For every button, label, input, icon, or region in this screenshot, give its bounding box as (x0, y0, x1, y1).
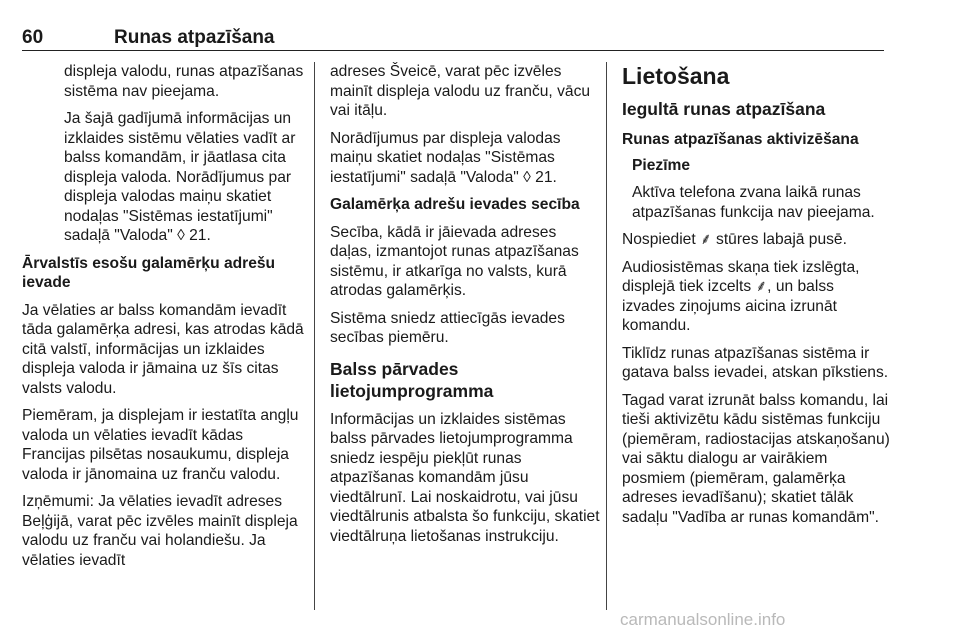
paragraph: Ja vēlaties ar balss komandām ievadīt tāda galamērķa adresi, kas atrodas kādā citā valstī, informācijas un izklaides displeja valoda ir jāmaina uz šīs citas valsts valodu. (22, 301, 304, 397)
watermark: carmanualsonline.info (620, 610, 786, 629)
page-title: Runas atpazīšana (114, 27, 275, 48)
section-heading: Ārvalstīs esošu galamērķu adrešu ievade (22, 254, 276, 291)
note-text: Aktīva telefona zvana laikā runas atpazīšanas funkcija nav pieejama. (632, 184, 875, 221)
note-box (622, 156, 890, 223)
paragraph: Nospiediet ⸙ stūres labajā pusē. (622, 231, 847, 248)
note-title: Piezīme (632, 156, 691, 174)
subsection-heading: Runas atpazīšanas aktivizēšana (622, 131, 859, 148)
column-2 (330, 62, 600, 554)
paragraph: Tiklīdz runas atpazīšanas sistēma ir gatava balss ievadei, atskan pīkstiens. (622, 344, 889, 381)
paragraph: Tagad varat izrunāt balss komandu, lai tieši aktivizētu kādu sistēmas funkciju (piemēram, radiostacijas atskaņošanu) vai sāktu dialogu ar vairākiem posmiem (piemēram, galamērķa adreses ievadīšanu); skatiet tālāk sadaļu "Vadība ar runas komandām". (622, 391, 890, 526)
paragraph: displeja valodu, runas atpazīšanas sistēma nav pieejama. (64, 63, 304, 100)
page-number: 60 (22, 27, 44, 48)
paragraph: Norādījumus par displeja valodas maiņu skatiet nodaļas "Sistēmas iestatījumi" sadaļā "Valoda" ◊ 21. (330, 129, 561, 186)
paragraph: Audiosistēmas skaņa tiek izslēgta, displejā tiek izcelts ⸙, un balss izvades ziņojums aicina izrunāt komandu. (622, 258, 860, 334)
paragraph: Secība, kādā ir jāievada adreses daļas, izmantojot runas atpazīšanas sistēmu, ir atkarīga no valsts, kurā atrodas galamērķis. (330, 223, 579, 299)
column-1 (22, 62, 306, 578)
column-3 (622, 62, 890, 535)
page-header (0, 0, 960, 48)
paragraph: Piemēram, ja displejam ir iestatīta angļu valoda un vēlaties ievadīt kādas Francijas pilsētas nosaukumu, displeja valoda ir jānomaina uz franču valodu. (22, 407, 299, 483)
section-heading: Iegultā runas atpazīšana (622, 99, 826, 119)
chapter-heading: Lietošana (622, 63, 730, 89)
paragraph: Ja šajā gadījumā informācijas un izklaides sistēmu vēlaties vadīt ar balss komandām, ir jāatlasa cita displeja valoda. Norādījumus par displeja valodas maiņu skatiet nodaļas "Sistēmas iestatījumi" sadaļā "Valoda" ◊ 21. (64, 110, 296, 244)
paragraph: adreses Šveicē, varat pēc izvēles mainīt displeja valodu uz franču, vācu vai itāļu. (330, 63, 591, 119)
column-divider-1 (314, 62, 315, 610)
paragraph: Sistēma sniedz attiecīgās ievades secības piemēru. (330, 309, 565, 346)
paragraph: Izņēmumi: Ja vēlaties ievadīt adreses Beļģijā, varat pēc izvēles mainīt displeja valodu uz franču vai holandiešu. Ja vēlaties ievadīt (22, 493, 298, 569)
header-rule (22, 50, 884, 51)
section-heading: Balss pārvades lietojumprogramma (330, 358, 494, 401)
section-heading: Galamērķa adrešu ievades secība (330, 196, 580, 213)
column-divider-2 (606, 62, 607, 610)
paragraph: Informācijas un izklaides sistēmas balss pārvades lietojumprogramma sniedz iespēju piekļūt runas atpazīšanas komandām jūsu viedtālrunī. Lai noskaidrotu, vai jūsu viedtālrunis atbalsta šo funkciju, skatiet viedtālruņa lietošanas instrukciju. (330, 410, 600, 545)
